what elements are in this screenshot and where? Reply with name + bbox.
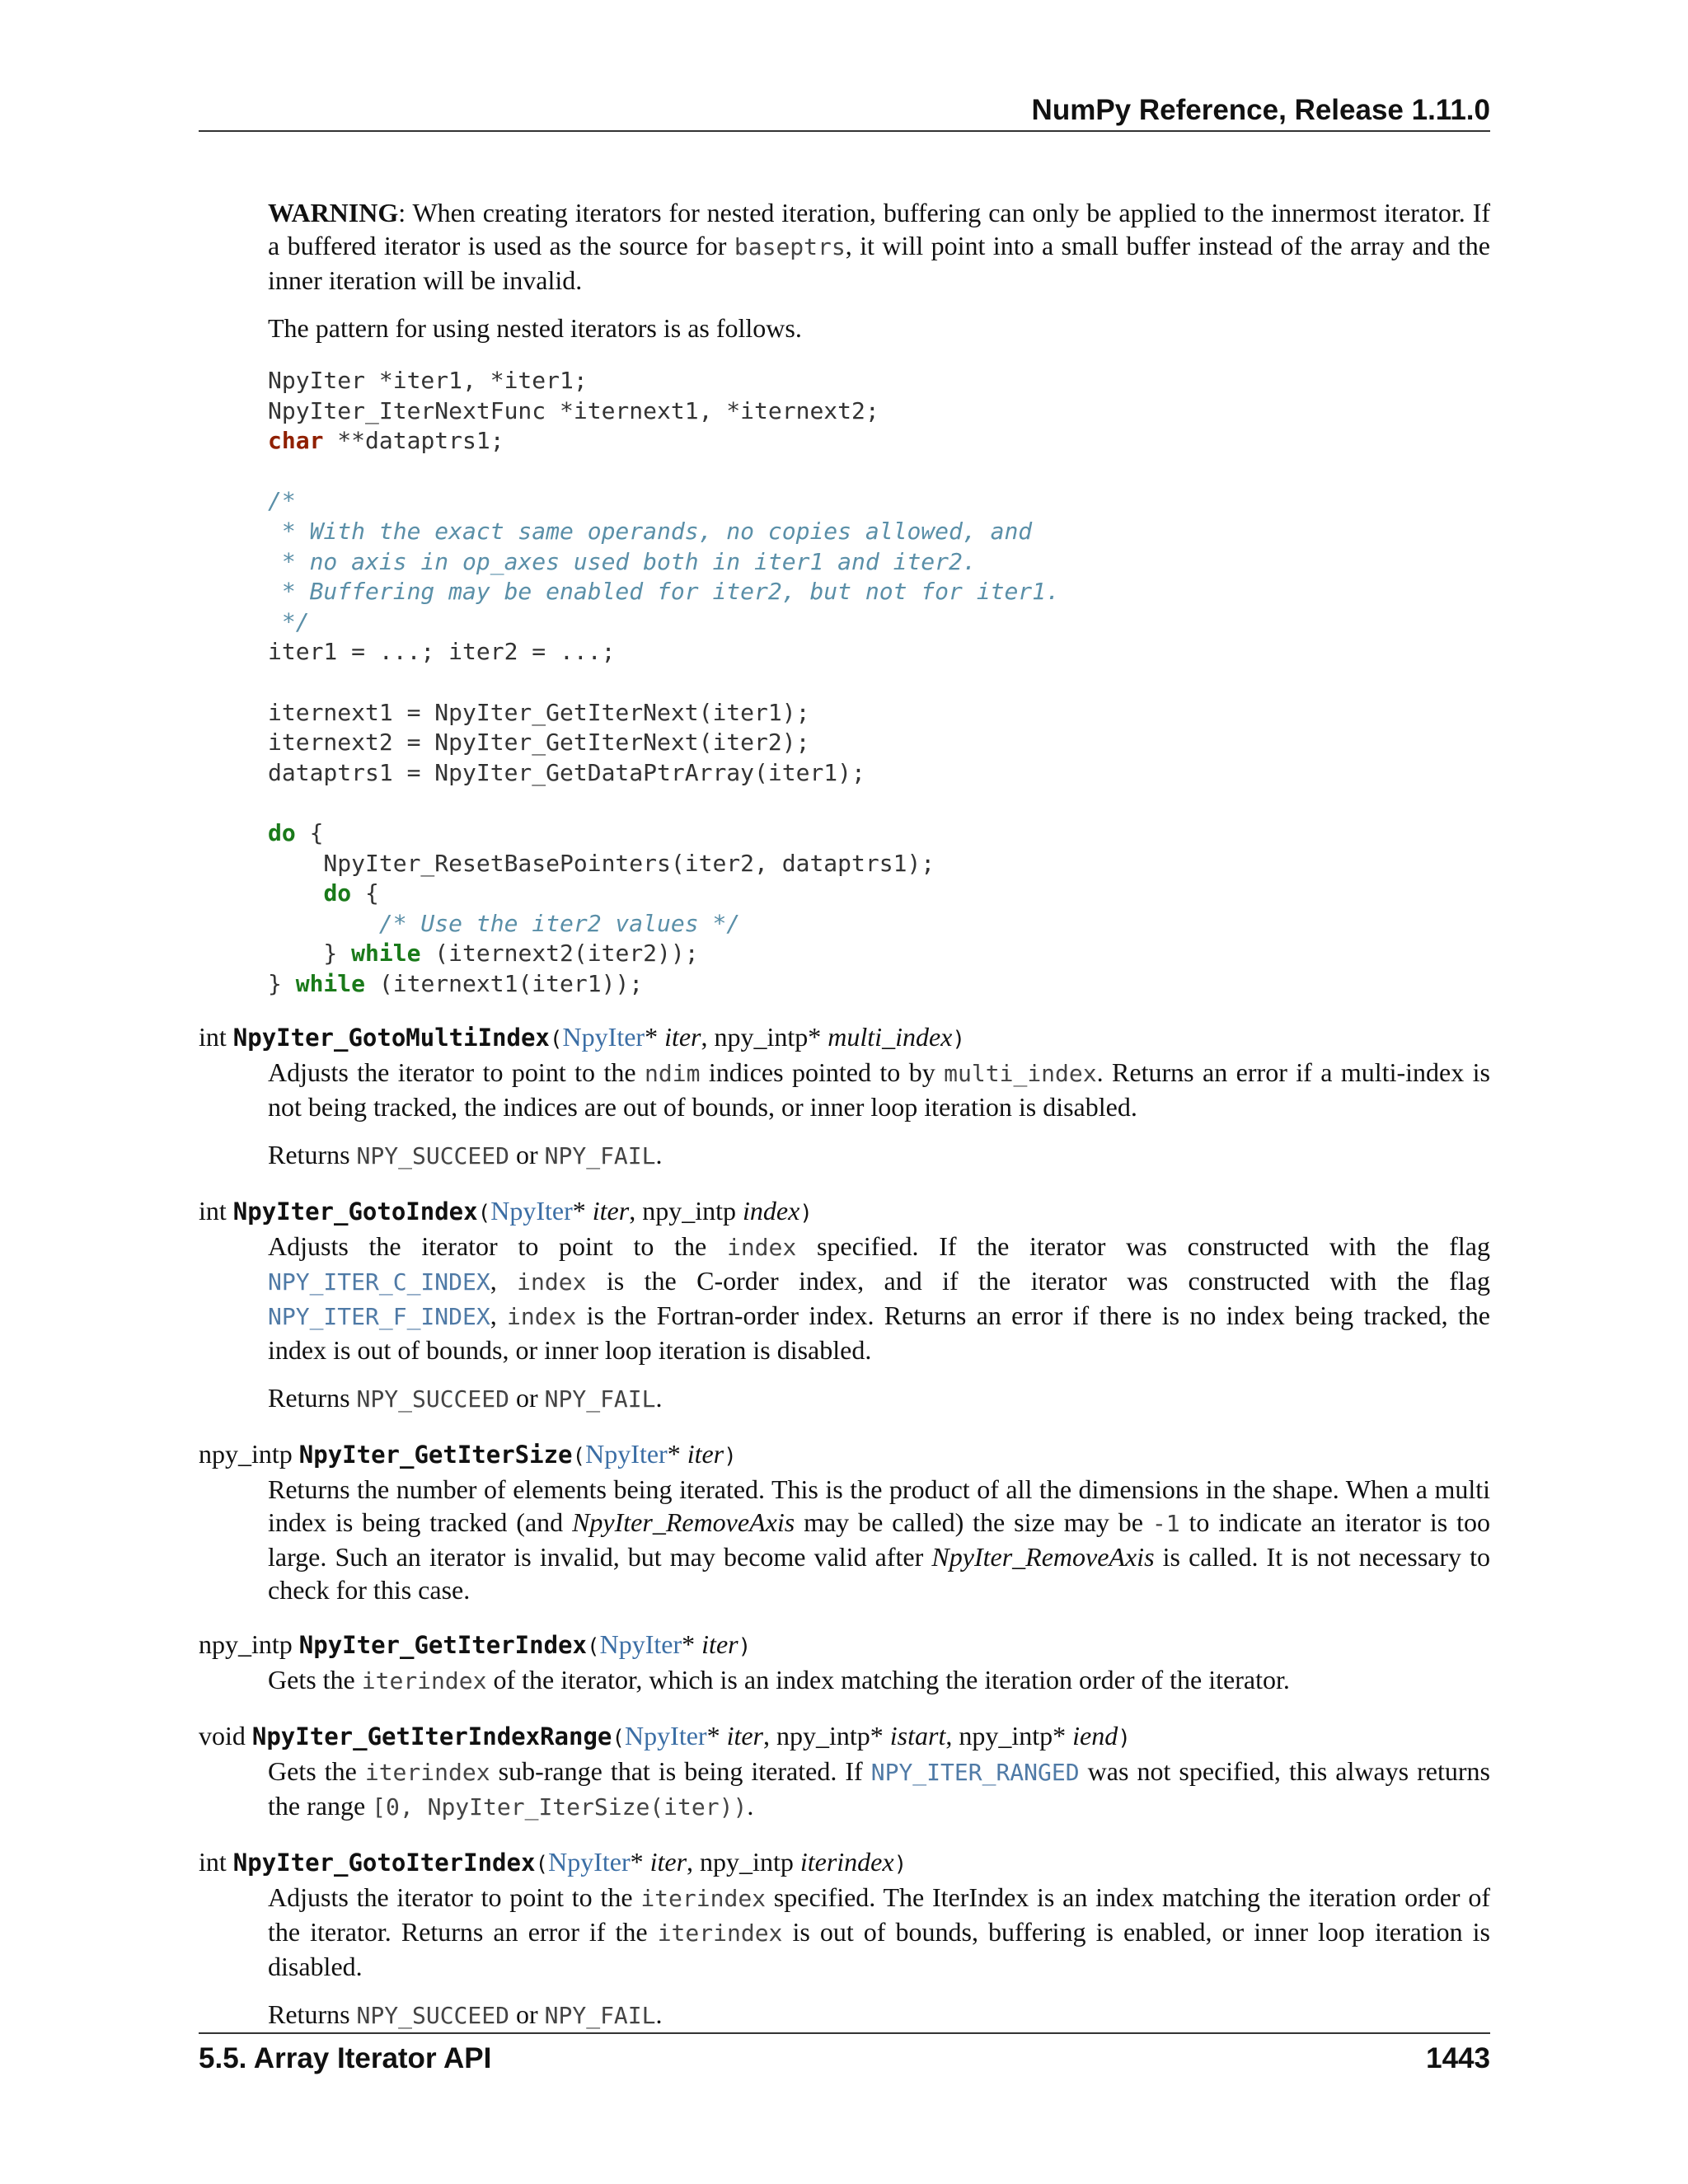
function-description: Gets the iterindex of the iterator, which is an index matching the iteration order of the iterator. bbox=[268, 1665, 1290, 1695]
page-body bbox=[199, 196, 1490, 2032]
npyiter-type-link[interactable]: NpyIter bbox=[562, 1022, 645, 1052]
function-description: Adjusts the iterator to point to the iterindex specified. The IterIndex is an index matching the iteration order of the iterator. Returns an error if the iterindex is out of bounds, buffering is enabled, or inner loop iteration is disabled. Returns NPY_SUCCEED or NPY_FAIL. bbox=[268, 1882, 1491, 2030]
npy-iter-c-index-link[interactable]: NPY_ITER_C_INDEX bbox=[268, 1268, 490, 1296]
function-signature: int NpyIter_GotoIndex(NpyIter* iter, npy_intp index) bbox=[199, 1196, 813, 1226]
warning-label: WARNING bbox=[268, 198, 399, 227]
function-signature: int NpyIter_GotoIterIndex(NpyIter* iter, npy_intp iterindex) bbox=[199, 1847, 907, 1877]
npy-iter-ranged-link[interactable]: NPY_ITER_RANGED bbox=[870, 1759, 1080, 1787]
npyiter-type-link[interactable]: NpyIter bbox=[599, 1629, 682, 1660]
function-signature: npy_intp NpyIter_GetIterIndex(NpyIter* iter) bbox=[199, 1629, 752, 1660]
running-footer bbox=[199, 2041, 1490, 2077]
function-signature: npy_intp NpyIter_GetIterSize(NpyIter* iter) bbox=[199, 1439, 737, 1469]
running-header: NumPy Reference, Release 1.11.0 bbox=[1031, 94, 1490, 126]
function-signature: int NpyIter_GotoMultiIndex(NpyIter* iter, npy_intp* multi_index) bbox=[199, 1022, 966, 1052]
pattern-paragraph: The pattern for using nested iterators is as follows. bbox=[268, 313, 802, 343]
function-description: Adjusts the iterator to point to the index specified. If the iterator was constructed with the flag NPY_ITER_C_INDEX, index is the C-order index, and if the iterator was constructed with the flag NPY_ITER_F_INDEX, index is the Fortran-order index. Returns an error if there is no index being tracked, the index is out of bounds, or inner loop iteration is disabled. Returns NPY_SUCCEED or NPY_FAIL. bbox=[268, 1231, 1491, 1413]
function-description: Gets the iterindex sub-range that is being iterated. If NPY_ITER_RANGED was not specified, this always returns the range [0, NpyIter_IterSize(iter)). bbox=[268, 1756, 1490, 1821]
footer-rule bbox=[199, 2032, 1490, 2034]
function-description: Adjusts the iterator to point to the ndim indices pointed to by multi_index. Returns an error if a multi-index is not being tracked, the indices are out of bounds, or inner loop iteration is disabled. Returns NPY_SUCCEED or NPY_FAIL. bbox=[268, 1057, 1491, 1170]
function-get-iter-index-range bbox=[199, 1719, 1490, 1824]
npyiter-type-link[interactable]: NpyIter bbox=[585, 1439, 668, 1469]
section-title: 5.5. Array Iterator API bbox=[199, 2042, 492, 2074]
function-goto-multi-index bbox=[199, 1020, 1490, 1173]
header-rule bbox=[199, 130, 1490, 132]
npy-iter-f-index-link[interactable]: NPY_ITER_F_INDEX bbox=[268, 1303, 490, 1331]
code-block: NpyIter *iter1, *iter1; NpyIter_IterNextFunc *iternext1, *iternext2; char **dataptrs1; /* * With the exact same operands, no copies allowed, and * no axis in op_axes used both in iter1 and iter2. * Buffering may be enabled for iter2, but not for iter1. */ iter1 = ...; iter2 = ...; iternext1 = NpyIter_GetIterNext(iter1); iternext2 = NpyIter_GetIterNext(iter2); dataptrs1 = NpyIter_GetDataPtrArray(iter1); do { NpyIter_ResetBasePointers(iter2, dataptrs1); do { /* Use the iter2 values */ } while (iternext2(iter2)); } while (iternext1(iter1)); bbox=[268, 367, 1060, 997]
warning-paragraph: WARNING: When creating iterators for nested iteration, buffering can only be applied to the innermost iterator. If a buffered iterator is used as the source for baseptrs, it will point into a small buffer instead of the array and the inner iteration will be invalid. bbox=[268, 198, 1491, 295]
npyiter-type-link[interactable]: NpyIter bbox=[490, 1196, 573, 1226]
function-goto-iter-index bbox=[199, 1845, 1490, 2032]
function-get-iter-index bbox=[199, 1628, 1490, 1698]
page-number: 1443 bbox=[1426, 2042, 1490, 2074]
function-description: Returns the number of elements being iterated. This is the product of all the dimensions in the shape. When a multi index is being tracked (and NpyIter_RemoveAxis may be called) the size may be -1 to indicate an iterator is too large. Such an iterator is invalid, but may become valid after NpyIter_RemoveAxis is called. It is not necessary to check for this case. bbox=[268, 1474, 1491, 1605]
npyiter-type-link[interactable]: NpyIter bbox=[548, 1847, 631, 1877]
function-signature: void NpyIter_GetIterIndexRange(NpyIter* iter, npy_intp* istart, npy_intp* iend) bbox=[199, 1721, 1131, 1751]
npyiter-type-link[interactable]: NpyIter bbox=[625, 1721, 707, 1751]
function-goto-index bbox=[199, 1194, 1490, 1416]
intro-block bbox=[268, 196, 1490, 344]
function-get-iter-size bbox=[199, 1437, 1490, 1606]
